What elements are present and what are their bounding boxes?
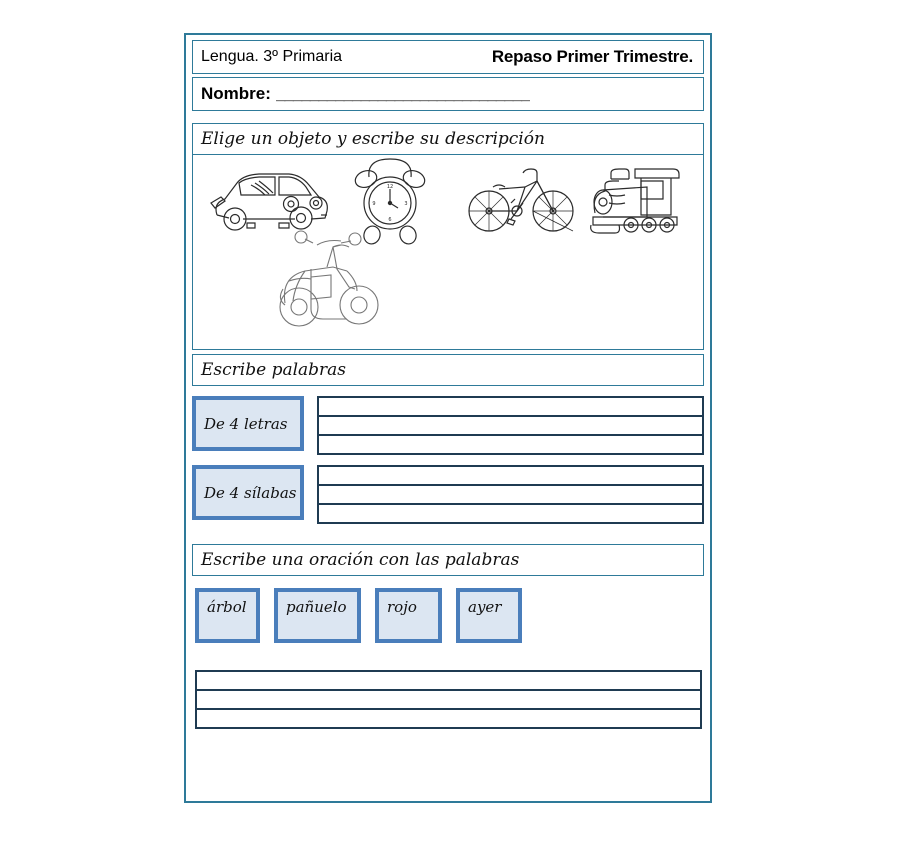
write-line[interactable] [319,436,702,455]
section-spacer [192,524,704,530]
instruction-words: Escribe palabras [192,354,704,386]
student-name-row[interactable] [192,77,704,111]
tag-de-4-letras: De 4 letras [192,396,304,451]
ruled-lines-syllables[interactable] [317,465,704,524]
write-line[interactable] [319,398,702,417]
train-drawing[interactable] [585,165,685,235]
svg-text:12: 12 [386,184,394,190]
write-line[interactable] [319,467,702,486]
answer-line[interactable] [197,710,700,729]
word-group-letters [192,396,704,455]
picture-panel [192,155,704,350]
svg-text:6: 6 [388,217,392,223]
instruction-describe: Elige un objeto y escribe su descripción [192,123,704,155]
answer-line[interactable] [197,672,700,691]
word-chip-arbol[interactable]: árbol [195,588,260,643]
name-label: Nombre: [201,84,271,103]
word-chip-rojo[interactable]: rojo [375,588,442,643]
tag-de-4-silabas: De 4 sílabas [192,465,304,520]
word-chip-ayer[interactable]: ayer [456,588,522,643]
exam-title: Repaso Primer Trimestre. [491,47,693,66]
answer-line[interactable] [197,691,700,710]
ruled-lines-letters[interactable] [317,396,704,455]
sentence-answer-lines[interactable] [195,670,702,729]
subject-title: Lengua. 3º Primaria [201,48,343,65]
write-line[interactable] [319,417,702,436]
write-line[interactable] [319,486,702,505]
svg-text:3: 3 [404,201,408,207]
word-chip-panuelo[interactable]: pañuelo [274,588,361,643]
scooter-drawing[interactable] [271,225,381,333]
sentence-word-chips [192,588,704,643]
word-group-syllables [192,465,704,524]
write-line[interactable] [319,505,702,524]
name-input-line[interactable]: ______________________________ [275,84,530,103]
svg-text:9: 9 [372,201,376,207]
worksheet-header [192,40,704,74]
instruction-sentence: Escribe una oración con las palabras [192,544,704,576]
bicycle-drawing[interactable] [465,163,577,235]
worksheet-page [184,33,712,803]
